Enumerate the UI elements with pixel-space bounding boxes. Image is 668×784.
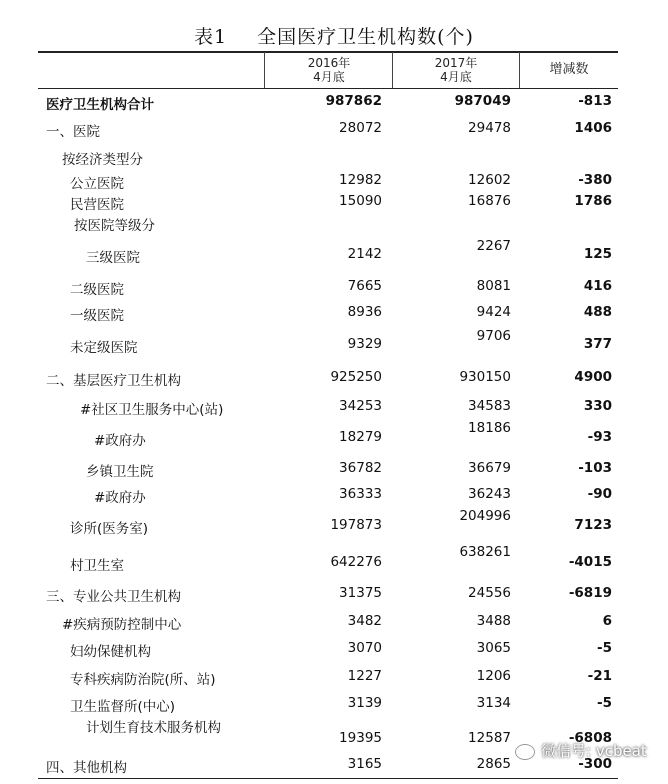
wechat-icon: [515, 744, 535, 760]
column-divider-1: [264, 52, 265, 88]
value-2016: 197873: [330, 517, 382, 533]
table-row: [38, 304, 618, 324]
table-row: [38, 460, 618, 480]
column-divider-2: [392, 52, 393, 88]
value-diff: -813: [578, 93, 612, 109]
watermark: [515, 740, 647, 761]
value-2017: 34583: [468, 398, 511, 414]
table-title: [0, 22, 668, 49]
row-label: 医疗卫生机构合计: [46, 97, 154, 113]
value-diff: 6: [602, 613, 612, 629]
value-2016: 8936: [347, 304, 382, 320]
value-2017: 9424: [476, 304, 511, 320]
value-2016: 987862: [325, 93, 382, 109]
table-row: [38, 420, 618, 449]
value-2017: 2267: [476, 238, 511, 254]
table-row: [38, 120, 618, 140]
table-row: [38, 486, 618, 506]
row-label: 三级医院: [86, 250, 140, 266]
value-2016: 9329: [347, 336, 382, 352]
value-diff: 416: [583, 278, 612, 294]
value-2017: 1206: [476, 668, 511, 684]
value-2017: 3488: [476, 613, 511, 629]
row-label: #社区卫生服务中心(站): [80, 402, 224, 418]
table-row: [38, 328, 618, 356]
value-diff: 125: [583, 246, 612, 262]
row-label: 民营医院: [70, 197, 124, 213]
row-label: 一、医院: [46, 124, 100, 140]
value-2016: 3482: [347, 613, 382, 629]
row-label: 专科疾病防治院(所、站): [70, 672, 216, 688]
row-label: 二级医院: [70, 282, 124, 298]
table-row: [38, 148, 618, 168]
row-label: 四、其他机构: [46, 760, 127, 776]
value-2016: 7665: [347, 278, 382, 294]
row-label: #疾病预防控制中心: [62, 617, 182, 633]
value-2017: 12587: [468, 730, 511, 746]
table-row: [38, 640, 618, 660]
value-2017: 18186: [468, 420, 511, 436]
value-2016: 2142: [347, 246, 382, 262]
top-rule: [38, 51, 618, 53]
table-row: [38, 585, 618, 605]
header-2016-year: 2016年: [307, 56, 351, 70]
row-label: 按医院等级分: [74, 218, 155, 234]
header-2016-month: 4月底: [313, 70, 345, 84]
value-2017: 12602: [468, 172, 511, 188]
table-name: 全国医疗卫生机构数(个): [257, 26, 474, 48]
header-2017-year: 2017年: [434, 56, 478, 70]
value-2017: 24556: [468, 585, 511, 601]
table-row: [38, 544, 618, 574]
value-diff: 7123: [574, 517, 612, 533]
header-rule: [38, 88, 618, 89]
header-2017: [397, 56, 515, 84]
value-2016: 19395: [339, 730, 382, 746]
column-divider-3: [519, 52, 520, 88]
value-2017: 8081: [476, 278, 511, 294]
table-row: [38, 668, 618, 688]
value-2016: 15090: [339, 193, 382, 209]
table-row: [38, 398, 618, 418]
table-row: [38, 193, 618, 213]
value-diff: -21: [587, 668, 612, 684]
row-label: 诊所(医务室): [70, 521, 149, 537]
header-2017-month: 4月底: [440, 70, 472, 84]
value-2016: 36333: [339, 486, 382, 502]
value-2016: 3165: [347, 756, 382, 772]
row-label: 一级医院: [70, 308, 124, 324]
value-2017: 9706: [476, 328, 511, 344]
value-diff: 1786: [574, 193, 612, 209]
value-2016: 12982: [339, 172, 382, 188]
row-label: 三、专业公共卫生机构: [46, 589, 181, 605]
table-row: [38, 613, 618, 633]
value-diff: -93: [587, 429, 612, 445]
table-row: [38, 93, 618, 113]
value-2017: 3065: [476, 640, 511, 656]
table-row: [38, 238, 618, 266]
table-row: [38, 278, 618, 298]
row-label: 乡镇卫生院: [86, 464, 154, 480]
row-label: 公立医院: [70, 176, 124, 192]
value-2017: 987049: [454, 93, 511, 109]
value-diff: -6808: [568, 730, 612, 746]
value-2017: 16876: [468, 193, 511, 209]
value-2017: 29478: [468, 120, 511, 136]
watermark-text: 微信号: vcbeat: [541, 742, 647, 760]
value-diff: -103: [578, 460, 612, 476]
value-diff: -4015: [568, 554, 612, 570]
table-row: [38, 369, 618, 389]
value-diff: -5: [597, 640, 612, 656]
row-label: 卫生监督所(中心): [70, 699, 176, 715]
header-2016: [270, 56, 388, 84]
value-diff: -90: [587, 486, 612, 502]
value-diff: 377: [583, 336, 612, 352]
table-row: [38, 214, 618, 234]
value-2017: 36679: [468, 460, 511, 476]
row-label: 未定级医院: [70, 340, 138, 356]
value-2016: 28072: [339, 120, 382, 136]
value-2016: 18279: [339, 429, 382, 445]
value-2016: 1227: [347, 668, 382, 684]
value-2016: 925250: [330, 369, 382, 385]
value-2017: 930150: [459, 369, 511, 385]
value-diff: 488: [583, 304, 612, 320]
header-diff: 增减数: [549, 62, 589, 77]
table-row: [38, 695, 618, 715]
row-label: 村卫生室: [70, 558, 124, 574]
value-diff: 4900: [574, 369, 612, 385]
value-diff: -6819: [568, 585, 612, 601]
row-label: #政府办: [94, 433, 146, 449]
bottom-rule: [38, 778, 618, 779]
row-label: 按经济类型分: [62, 152, 143, 168]
table-number: 表1: [194, 26, 228, 48]
value-2017: 638261: [459, 544, 511, 560]
row-label: 计划生育技术服务机构: [86, 720, 221, 736]
value-diff: -380: [578, 172, 612, 188]
value-2016: 642276: [330, 554, 382, 570]
table-row: [38, 172, 618, 192]
value-2017: 2865: [476, 756, 511, 772]
value-2016: 3139: [347, 695, 382, 711]
row-label: #政府办: [94, 490, 146, 506]
value-2017: 3134: [476, 695, 511, 711]
value-diff: -5: [597, 695, 612, 711]
value-diff: 330: [583, 398, 612, 414]
value-2016: 36782: [339, 460, 382, 476]
table-row: [38, 508, 618, 537]
value-2016: 3070: [347, 640, 382, 656]
value-diff: 1406: [574, 120, 612, 136]
row-label: 妇幼保健机构: [70, 644, 151, 660]
value-diff: -300: [578, 756, 612, 772]
row-label: 二、基层医疗卫生机构: [46, 373, 181, 389]
value-2016: 34253: [339, 398, 382, 414]
value-2017: 36243: [468, 486, 511, 502]
value-2016: 31375: [339, 585, 382, 601]
value-2017: 204996: [459, 508, 511, 524]
